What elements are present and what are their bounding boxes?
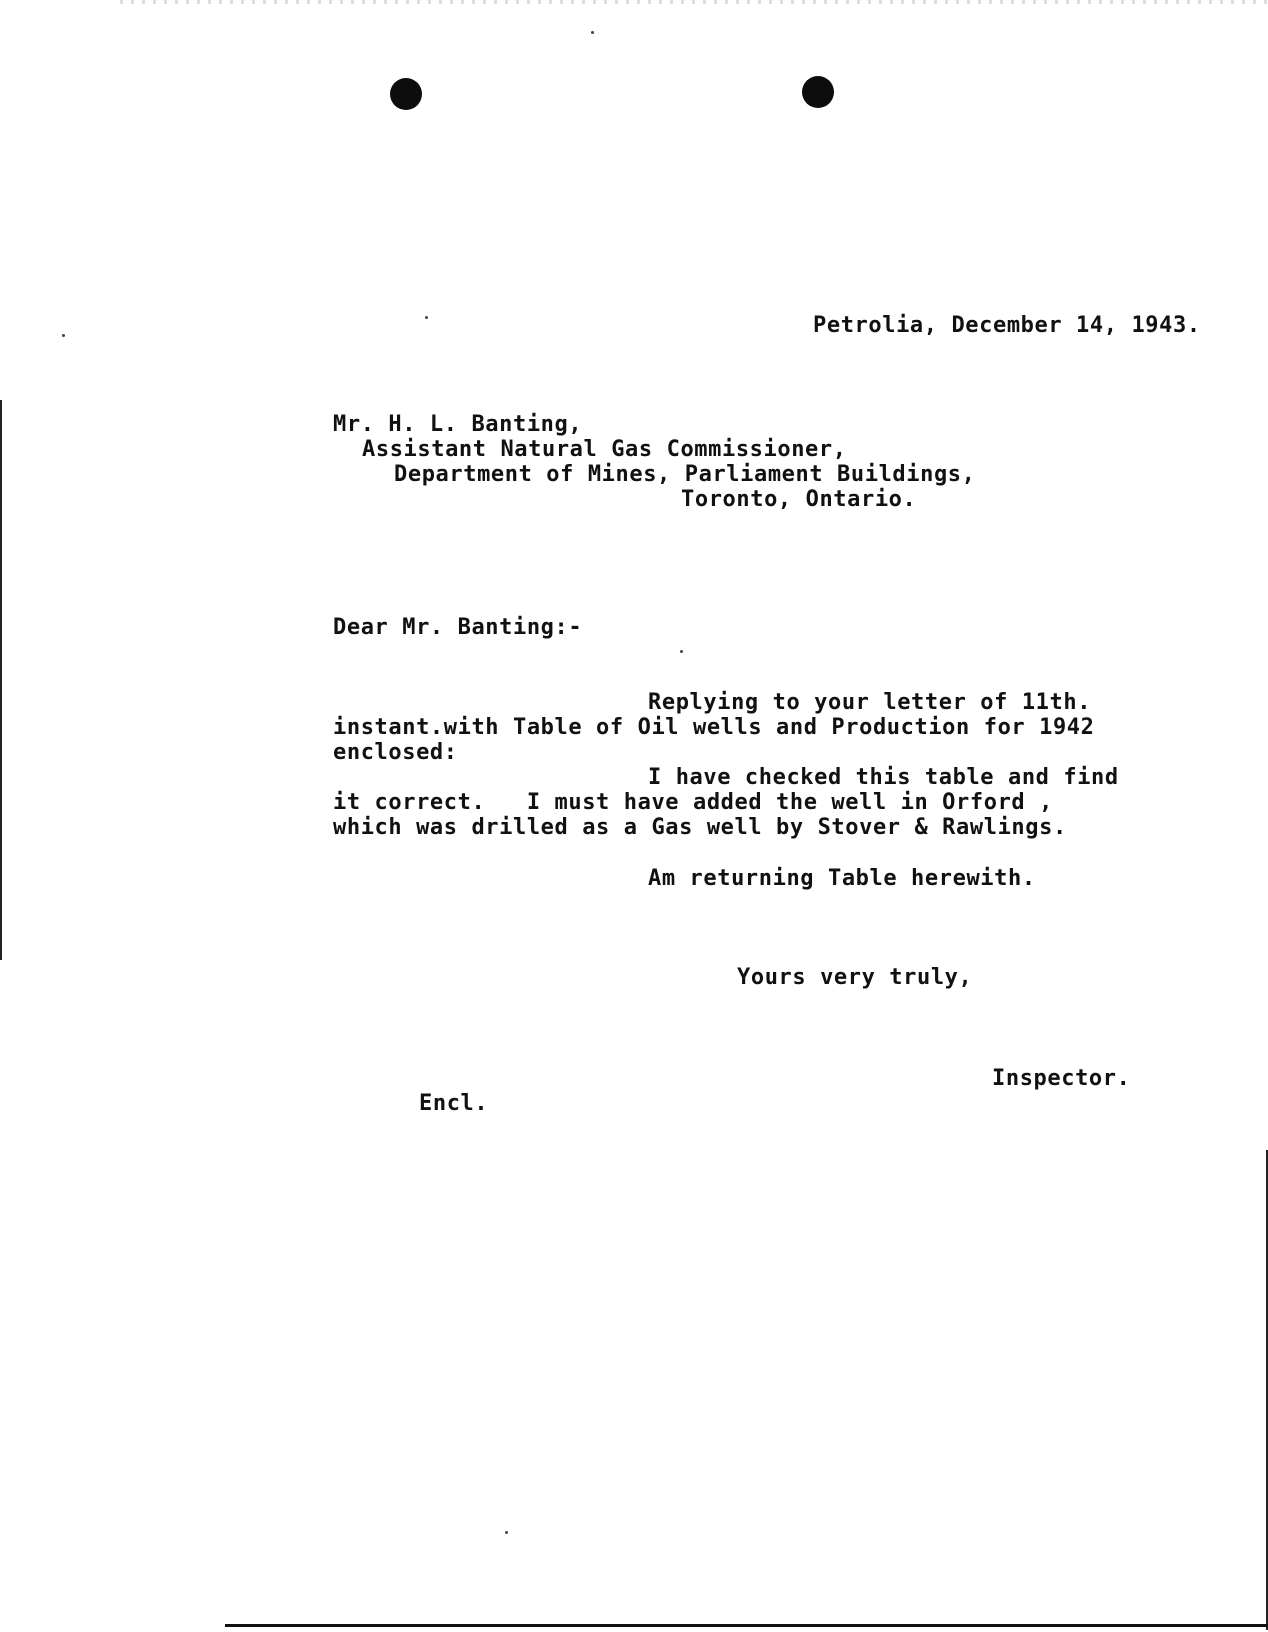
- scan-speck: [680, 650, 683, 653]
- punch-hole-right: [802, 76, 834, 108]
- enclosure-note: Encl.: [419, 1091, 489, 1116]
- scan-top-edge: [120, 0, 1268, 4]
- address-line-department: Department of Mines, Parliament Buildings,: [394, 462, 976, 487]
- body-line-5: it correct. I must have added the well in Orford ,: [333, 790, 1053, 815]
- body-line-2: instant.with Table of Oil wells and Production for 1942: [333, 715, 1095, 740]
- dateline: Petrolia, December 14, 1943.: [813, 313, 1201, 338]
- body-line-1: Replying to your letter of 11th.: [648, 690, 1092, 715]
- body-line-7: Am returning Table herewith.: [648, 866, 1036, 891]
- signature-title: Inspector.: [992, 1066, 1131, 1091]
- punch-hole-left: [390, 78, 422, 110]
- scan-speck: [505, 1531, 508, 1534]
- scan-speck: [425, 316, 428, 319]
- salutation: Dear Mr. Banting:-: [333, 615, 583, 640]
- scan-speck: [591, 31, 594, 34]
- address-line-city: Toronto, Ontario.: [681, 487, 917, 512]
- scan-bottom-edge: [225, 1624, 1268, 1627]
- body-line-3: enclosed:: [333, 740, 458, 765]
- address-line-name: Mr. H. L. Banting,: [333, 412, 583, 437]
- address-line-title: Assistant Natural Gas Commissioner,: [362, 437, 847, 462]
- body-line-4: I have checked this table and find: [648, 765, 1119, 790]
- scan-left-edge: [0, 400, 2, 960]
- scan-speck: [62, 334, 65, 337]
- closing: Yours very truly,: [737, 965, 973, 990]
- body-line-6: which was drilled as a Gas well by Stover & Rawlings.: [333, 815, 1067, 840]
